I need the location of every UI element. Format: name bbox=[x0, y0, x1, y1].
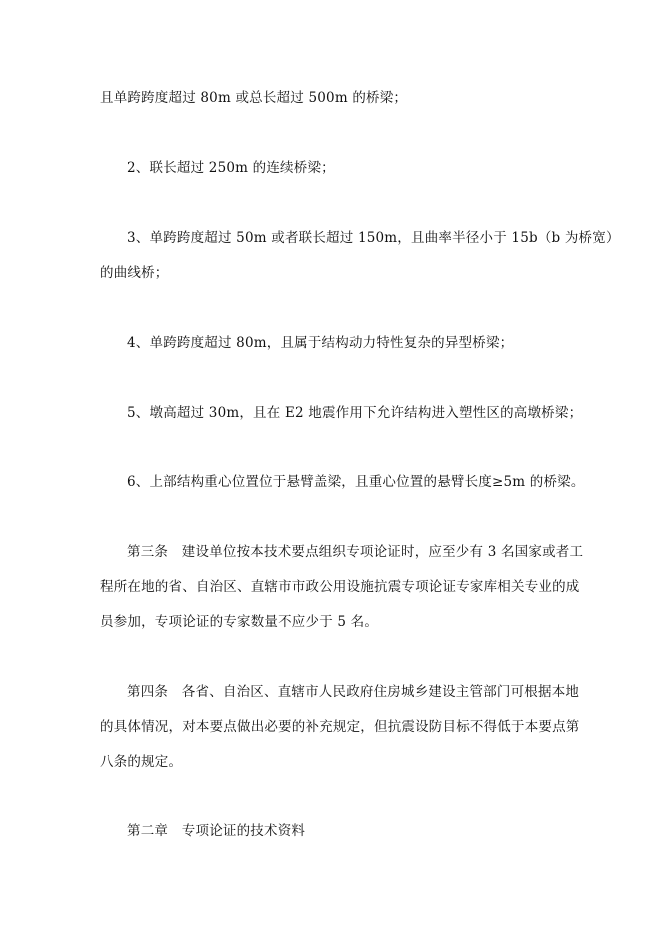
article-3-line-1: 第三条 建设单位按本技术要点组织专项论证时，应至少有 3 名国家或者工 bbox=[127, 544, 584, 560]
article-4-line-2: 的具体情况，对本要点做出必要的补充规定，但抗震设防目标不得低于本要点第 bbox=[100, 719, 580, 735]
article-4-line-3: 八条的规定。 bbox=[100, 754, 183, 770]
list-item-5: 5、墩高超过 30m，且在 E2 地震作用下允许结构进入塑性区的高墩桥梁； bbox=[127, 405, 583, 421]
list-item-3-continuation: 的曲线桥； bbox=[100, 265, 169, 281]
article-3-line-2: 程所在地的省、自治区、直辖市市政公用设施抗震专项论证专家库相关专业的成 bbox=[100, 579, 580, 595]
article-4-line-1: 第四条 各省、自治区、直辖市人民政府住房城乡建设主管部门可根据本地 bbox=[127, 684, 580, 700]
article-3-line-3: 员参加，专项论证的专家数量不应少于 5 名。 bbox=[100, 614, 379, 630]
list-item-4: 4、单跨跨度超过 80m，且属于结构动力特性复杂的异型桥梁； bbox=[127, 335, 514, 351]
list-item-2: 2、联长超过 250m 的连续桥梁； bbox=[127, 160, 335, 176]
text-line-continuation: 且单跨跨度超过 80m 或总长超过 500m 的桥梁； bbox=[100, 90, 408, 106]
list-item-3: 3、单跨跨度超过 50m 或者联长超过 150m，且曲率半径小于 15b（b 为桥宽） bbox=[127, 230, 620, 246]
chapter-2-heading: 第二章 专项论证的技术资料 bbox=[127, 823, 306, 839]
list-item-6: 6、上部结构重心位置位于悬臂盖梁，且重心位置的悬臂长度≥5m 的桥梁。 bbox=[127, 474, 585, 490]
